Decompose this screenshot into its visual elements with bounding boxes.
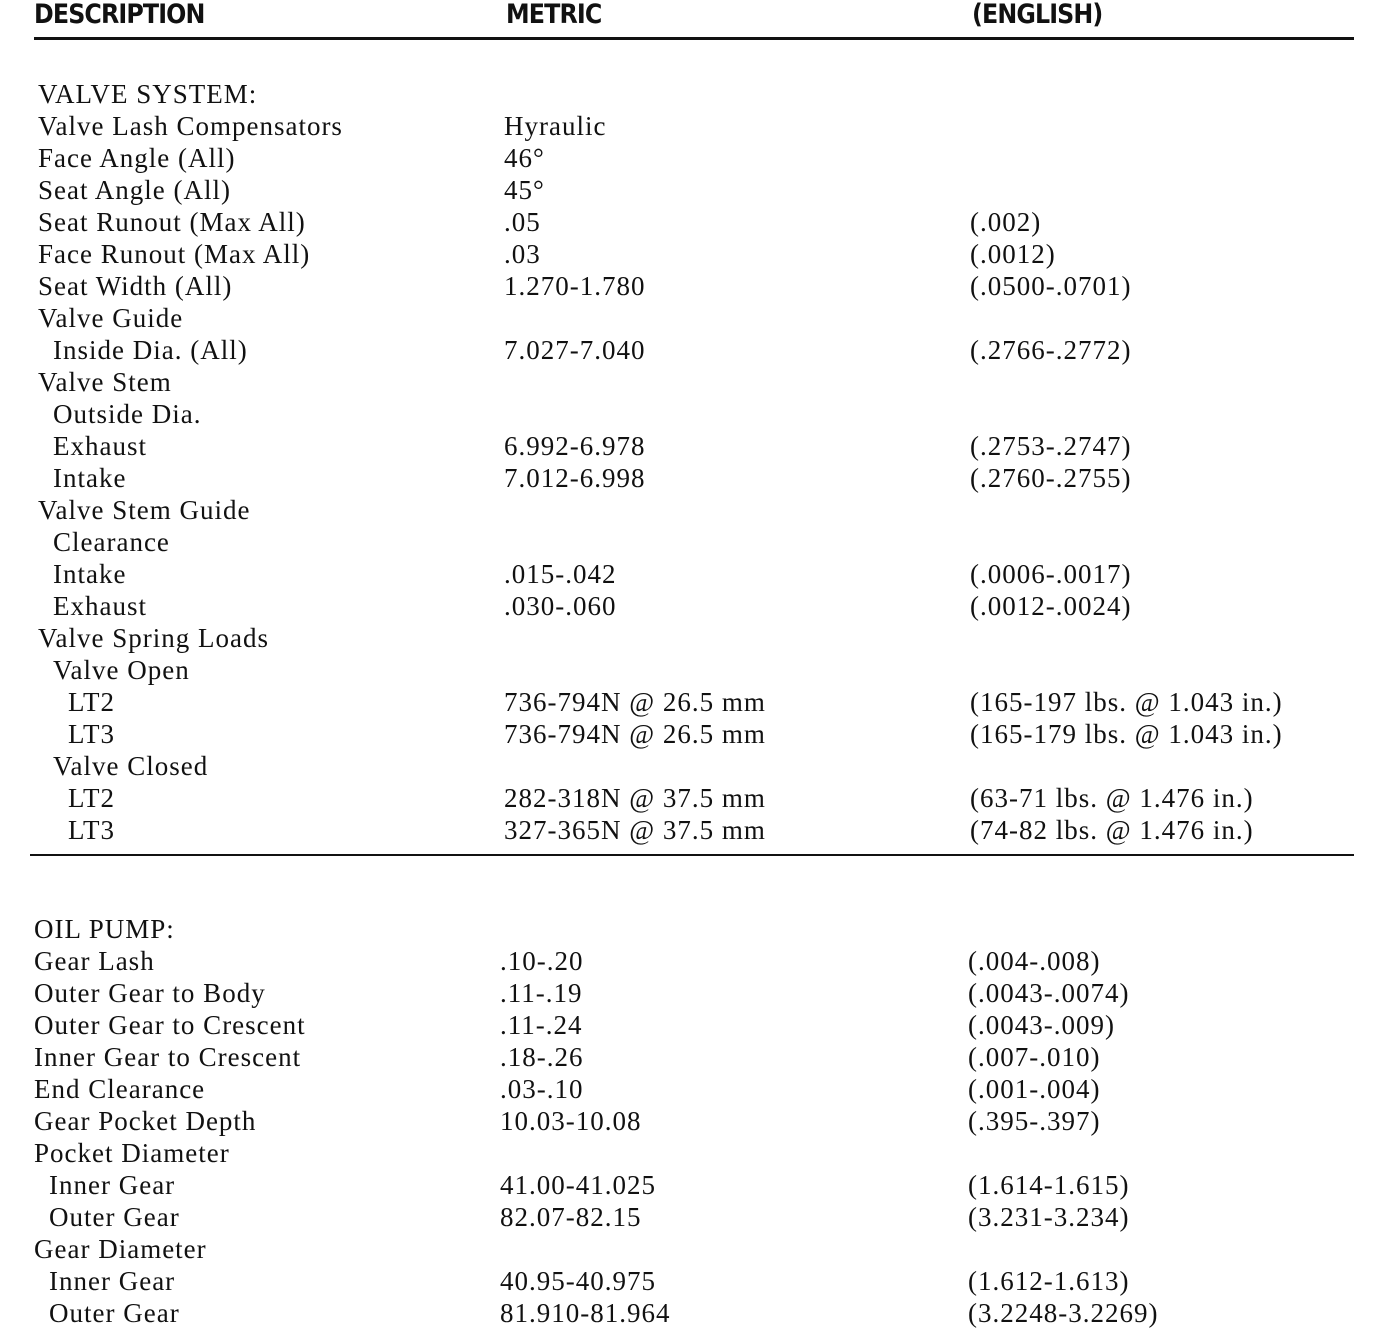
spec-description: Valve Closed <box>53 751 209 781</box>
oil-pump-section <box>34 913 1364 1329</box>
spec-english-value: (74-82 lbs. @ 1.476 in.) <box>970 815 1254 845</box>
spec-row <box>38 782 1368 814</box>
spec-row <box>38 142 1368 174</box>
spec-row <box>34 1201 1364 1233</box>
spec-metric-value: 45° <box>504 175 545 205</box>
spec-english-value: (.0012-.0024) <box>970 591 1132 621</box>
spec-metric-value: 736-794N @ 26.5 mm <box>504 687 766 717</box>
spec-description: LT2 <box>68 783 116 813</box>
spec-metric-value: 1.270-1.780 <box>504 271 646 301</box>
spec-description: Seat Runout (Max All) <box>38 207 306 237</box>
spec-row <box>38 398 1368 430</box>
spec-metric-value: 82.07-82.15 <box>500 1202 642 1232</box>
spec-english-value: (.001-.004) <box>968 1074 1101 1104</box>
spec-english-value: (3.231-3.234) <box>968 1202 1130 1232</box>
spec-row <box>34 1073 1364 1105</box>
spec-metric-value: 41.00-41.025 <box>500 1170 656 1200</box>
spec-row <box>38 590 1368 622</box>
spec-english-value: (165-197 lbs. @ 1.043 in.) <box>970 687 1283 717</box>
spec-row <box>38 814 1368 846</box>
spec-description: Outside Dia. <box>53 399 202 429</box>
spec-description: Gear Diameter <box>34 1234 207 1264</box>
spec-english-value: (.0500-.0701) <box>970 271 1132 301</box>
spec-description: Inner Gear to Crescent <box>34 1042 302 1072</box>
oil-pump-rows <box>34 945 1364 1329</box>
spec-metric-value: .015-.042 <box>504 559 617 589</box>
spec-description: Inner Gear <box>49 1266 176 1296</box>
spec-metric-value: 81.910-81.964 <box>500 1298 671 1328</box>
spec-row <box>38 334 1368 366</box>
spec-description: Inner Gear <box>49 1170 176 1200</box>
spec-row <box>38 654 1368 686</box>
spec-row <box>38 622 1368 654</box>
spec-english-value: (.2760-.2755) <box>970 463 1132 493</box>
spec-description: Clearance <box>53 527 170 557</box>
spec-english-value: (.0006-.0017) <box>970 559 1132 589</box>
spec-row <box>38 686 1368 718</box>
spec-row <box>38 494 1368 526</box>
spec-english-value: (.0012) <box>970 239 1056 269</box>
spec-english-value: (3.2248-3.2269) <box>968 1298 1159 1328</box>
spec-english-value: (63-71 lbs. @ 1.476 in.) <box>970 783 1254 813</box>
spec-row <box>34 977 1364 1009</box>
valve-system-title: VALVE SYSTEM: <box>38 79 258 109</box>
spec-row <box>34 945 1364 977</box>
spec-metric-value: .030-.060 <box>504 591 617 621</box>
spec-metric-value: 7.012-6.998 <box>504 463 646 493</box>
spec-description: LT2 <box>68 687 116 717</box>
spec-metric-value: 10.03-10.08 <box>500 1106 642 1136</box>
spec-row <box>38 462 1368 494</box>
spec-row <box>38 526 1368 558</box>
spec-row <box>38 558 1368 590</box>
spec-description: LT3 <box>68 815 116 845</box>
spec-description: Valve Stem Guide <box>38 495 251 525</box>
header-description: DESCRIPTION <box>34 0 205 30</box>
spec-description: Outer Gear <box>49 1202 180 1232</box>
spec-description: Inside Dia. (All) <box>53 335 248 365</box>
spec-metric-value: .03-.10 <box>500 1074 584 1104</box>
spec-description: Gear Lash <box>34 946 155 976</box>
spec-metric-value: .11-.24 <box>500 1010 583 1040</box>
spec-row <box>38 110 1368 142</box>
spec-row <box>34 1169 1364 1201</box>
spec-description: Exhaust <box>53 591 147 621</box>
spec-row <box>38 302 1368 334</box>
spec-description: End Clearance <box>34 1074 206 1104</box>
spec-metric-value: .18-.26 <box>500 1042 584 1072</box>
header-metric: METRIC <box>506 0 602 30</box>
spec-metric-value: 6.992-6.978 <box>504 431 646 461</box>
spec-description: Intake <box>53 559 127 589</box>
spec-description: Pocket Diameter <box>34 1138 230 1168</box>
spec-description: Intake <box>53 463 127 493</box>
spec-row <box>34 1009 1364 1041</box>
spec-description: Exhaust <box>53 431 147 461</box>
spec-metric-value: .11-.19 <box>500 978 583 1008</box>
spec-metric-value: .03 <box>504 239 541 269</box>
section-title-row <box>34 913 1364 945</box>
spec-description: Outer Gear <box>49 1298 180 1328</box>
spec-description: Gear Pocket Depth <box>34 1106 257 1136</box>
spec-description: Seat Width (All) <box>38 271 233 301</box>
spec-row <box>38 718 1368 750</box>
spec-english-value: (165-179 lbs. @ 1.043 in.) <box>970 719 1283 749</box>
spec-english-value: (.002) <box>970 207 1042 237</box>
spec-metric-value: 40.95-40.975 <box>500 1266 656 1296</box>
spec-description: Valve Open <box>53 655 190 685</box>
spec-description: Seat Angle (All) <box>38 175 231 205</box>
spec-row <box>34 1041 1364 1073</box>
spec-english-value: (1.612-1.613) <box>968 1266 1130 1296</box>
spec-row <box>38 750 1368 782</box>
header-english: (ENGLISH) <box>972 0 1103 30</box>
header-rule <box>34 37 1354 40</box>
spec-row <box>38 366 1368 398</box>
spec-metric-value: 736-794N @ 26.5 mm <box>504 719 766 749</box>
spec-description: LT3 <box>68 719 116 749</box>
spec-english-value: (.007-.010) <box>968 1042 1101 1072</box>
valve-system-section <box>38 78 1368 846</box>
section-title-row <box>38 78 1368 110</box>
spec-row <box>34 1233 1364 1265</box>
spec-description: Valve Guide <box>38 303 184 333</box>
spec-metric-value: Hyraulic <box>504 111 607 141</box>
spec-english-value: (.2766-.2772) <box>970 335 1132 365</box>
spec-row <box>38 238 1368 270</box>
spec-english-value: (.0043-.0074) <box>968 978 1130 1008</box>
spec-english-value: (.004-.008) <box>968 946 1101 976</box>
spec-row <box>38 206 1368 238</box>
spec-metric-value: 46° <box>504 143 545 173</box>
spec-metric-value: .10-.20 <box>500 946 584 976</box>
spec-english-value: (.0043-.009) <box>968 1010 1115 1040</box>
spec-english-value: (.2753-.2747) <box>970 431 1132 461</box>
spec-english-value: (.395-.397) <box>968 1106 1101 1136</box>
spec-description: Valve Spring Loads <box>38 623 269 653</box>
valve-system-rows <box>38 110 1368 846</box>
spec-row <box>34 1265 1364 1297</box>
spec-metric-value: .05 <box>504 207 541 237</box>
spec-row <box>34 1105 1364 1137</box>
spec-description: Face Angle (All) <box>38 143 236 173</box>
spec-metric-value: 7.027-7.040 <box>504 335 646 365</box>
spec-row <box>38 174 1368 206</box>
spec-description: Outer Gear to Crescent <box>34 1010 306 1040</box>
spec-row <box>38 270 1368 302</box>
spec-description: Valve Stem <box>38 367 172 397</box>
spec-english-value: (1.614-1.615) <box>968 1170 1130 1200</box>
oil-pump-title: OIL PUMP: <box>34 914 175 944</box>
spec-row <box>38 430 1368 462</box>
spec-metric-value: 282-318N @ 37.5 mm <box>504 783 766 813</box>
spec-description: Face Runout (Max All) <box>38 239 311 269</box>
spec-description: Valve Lash Compensators <box>38 111 343 141</box>
spec-row <box>34 1137 1364 1169</box>
spec-description: Outer Gear to Body <box>34 978 266 1008</box>
spec-row <box>34 1297 1364 1329</box>
spec-metric-value: 327-365N @ 37.5 mm <box>504 815 766 845</box>
section-divider-rule <box>30 854 1354 856</box>
